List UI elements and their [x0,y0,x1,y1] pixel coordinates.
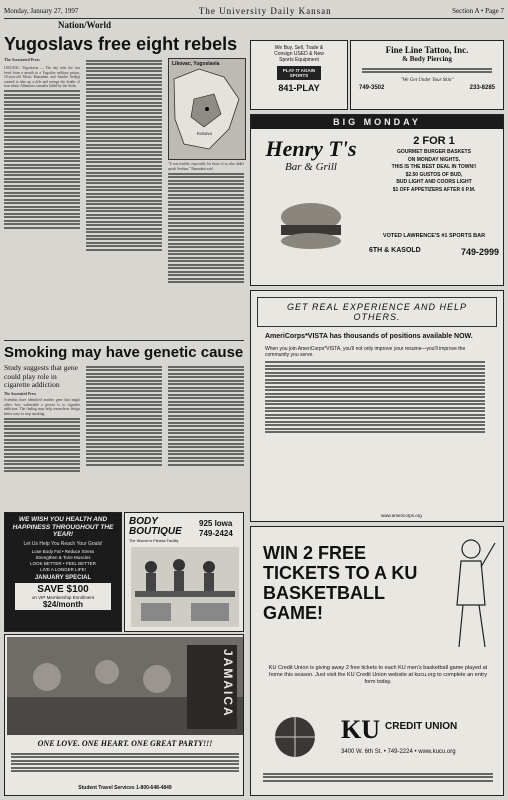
ad-jamaica-footer: Student Travel Services 1-800-648-4849 [78,785,172,791]
ad-play-phone: 841-PLAY [278,83,320,93]
ad-ku-body: KU Credit Union is giving away 2 free tickets to each KU men's basketball game played at home this season. Just visit the KU Credit Union website at kucu.org to complete an entry form today. [268,665,488,685]
ad-henry-name: Henry T's [265,136,357,161]
map-graphic [169,59,245,159]
ad-tattoo-title: Fine Line Tattoo, Inc. [385,45,469,55]
story1-headline: Yugoslavs free eight rebels [4,34,238,54]
story1-credit: The Associated Press [4,58,40,62]
ad-henry-banner: BIG MONDAY [251,115,503,129]
story2-deck: Study suggests that gene could play role in cigarette addiction [4,363,78,389]
ad-ku-logo-sub: CREDIT UNION [385,721,458,732]
story1-quote: "It was terrible, especially for those of us who didn't speak Serbian," Ramadani said. [168,162,244,171]
story2-col1 [4,398,80,508]
ad-henry-ts [250,114,504,286]
story1-lead: LIKOVAC, Yugoslavia — The day after the war freed from a month in a Yugoslav military prison, 18-year-old Moriz Ramadani and Sandra Avdijaj wanted to take up a rifle and avenge the deaths of four ethnic Albanian comrades killed by the Serbs. [4,66,80,89]
ad-ku-credit-union [250,526,504,796]
ad-ku-player-art [441,535,499,655]
story1-col1 [4,66,80,336]
ad-tattoo-subtitle: & Body Piercing [402,55,452,63]
ad-health-sub: Let Us Help You Reach Your Goals! [23,540,103,547]
map-label-region: Kosovo [197,131,213,136]
ad-body-name: BODY BOUTIQUE [129,516,182,537]
story2-credit: The Associated Press [4,392,37,396]
ad-health-list: Lose Body Fat • Reduce Stress Strengthen & Tone Muscles LOOK BETTER • FEEL BETTER LIVE A LONGER LIFE! [30,548,96,572]
ad-ku-logo: KU [341,715,380,744]
ad-jamaica-details [11,751,239,781]
ad-jamaica [4,634,244,796]
ad-health [4,512,122,632]
story2-col3 [168,364,244,508]
story1-map [168,58,246,160]
ad-body-photo [131,547,239,627]
ad-play-lines: We Buy, Sell, Trade & Consign USED & New Sports Equipment [274,45,324,63]
page-date: Monday, January 27, 1997 [4,7,79,15]
story1-col3 [168,162,244,336]
story2-col2 [86,364,162,508]
ad-health-special: JANUARY SPECIAL [34,574,92,581]
ad-health-save: SAVE $100 [37,583,89,595]
ad-jamaica-word: JAMAICA [221,649,235,718]
section-label: Nation/World [58,20,112,30]
ad-play-brand: PLAY IT AGAIN SPORTS [277,66,321,80]
ad-henry-phone: 749-2999 [460,247,499,257]
story2-lead: Scientists have identified another gene that might affect how vulnerable a person is to cigarette addiction. The finding may help researchers design better ways to stop smoking. [4,398,80,416]
ad-ku-address: 3400 W. 6th St. • 749-2224 • www.kucu.org [341,749,456,755]
ad-americorps-url: www.americorps.org [381,513,422,518]
ad-body-boutique [124,512,244,632]
ad-ku-headline: WIN 2 FREE TICKETS TO A KU BASKETBALL GAME! [263,543,418,623]
ad-body-phone: 749-2424 [199,529,233,538]
ad-henry-voted: VOTED LAWRENCE'S #1 SPORTS BAR [382,233,486,239]
ad-body-sub: The Women's Fitness Facility [129,539,179,543]
basketball-icon [273,715,317,759]
page-header [4,4,504,19]
ad-body-address: 925 Iowa [199,519,233,528]
ad-henry-burger-art [271,195,351,265]
ad-americorps-body: When you join AmeriCorps*VISTA, you'll not only improve your resume—you'll improve the community you serve. [265,345,466,358]
story2-headline: Smoking may have genetic cause [4,344,244,361]
ad-americorps-title: AmeriCorps*VISTA has thousands of positions available NOW. [265,333,473,340]
page-number: Section A • Page 7 [452,7,504,15]
map-label-town: Likovac, Yugoslavia [172,61,220,67]
ad-henry-address: 6TH & KASOLD [369,247,421,254]
ad-health-price: $24/month [42,599,83,609]
ad-health-headline: WE WISH YOU HEALTH AND HAPPINESS THROUGHOUT THE YEAR! [12,516,114,538]
ad-health-save-sub: on VIP Membership Enrollment [31,594,95,600]
masthead: The University Daily Kansan [198,6,332,16]
ad-jamaica-headline: ONE LOVE. ONE HEART. ONE GREAT PARTY!!! [37,739,213,748]
ad-tattoo [350,40,504,110]
ad-tattoo-phone2: 233-8285 [469,84,495,91]
ad-tattoo-tagline: "We Get Under Your Skin" [400,77,454,83]
ad-americorps [250,290,504,522]
story1-col2 [86,58,162,336]
ad-tattoo-phone1: 749-3502 [359,84,385,91]
ad-henry-sub: Bar & Grill [285,161,337,173]
ad-play-it-again [250,40,348,110]
ad-henry-lines: GOURMET BURGER BASKETS ON MONDAY NIGHTS. THIS IS THE BEST DEAL IN TOWN!! $2.50 GUSTOS OF BUD, BUD LIGHT AND COORS LIGHT $1 OFF APPETIZERS AFTER 6 P.M. [391,149,477,193]
ad-americorps-headline: GET REAL EXPERIENCE AND HELP OTHERS. [257,297,497,327]
ad-henry-promo: 2 FOR 1 [413,135,455,147]
